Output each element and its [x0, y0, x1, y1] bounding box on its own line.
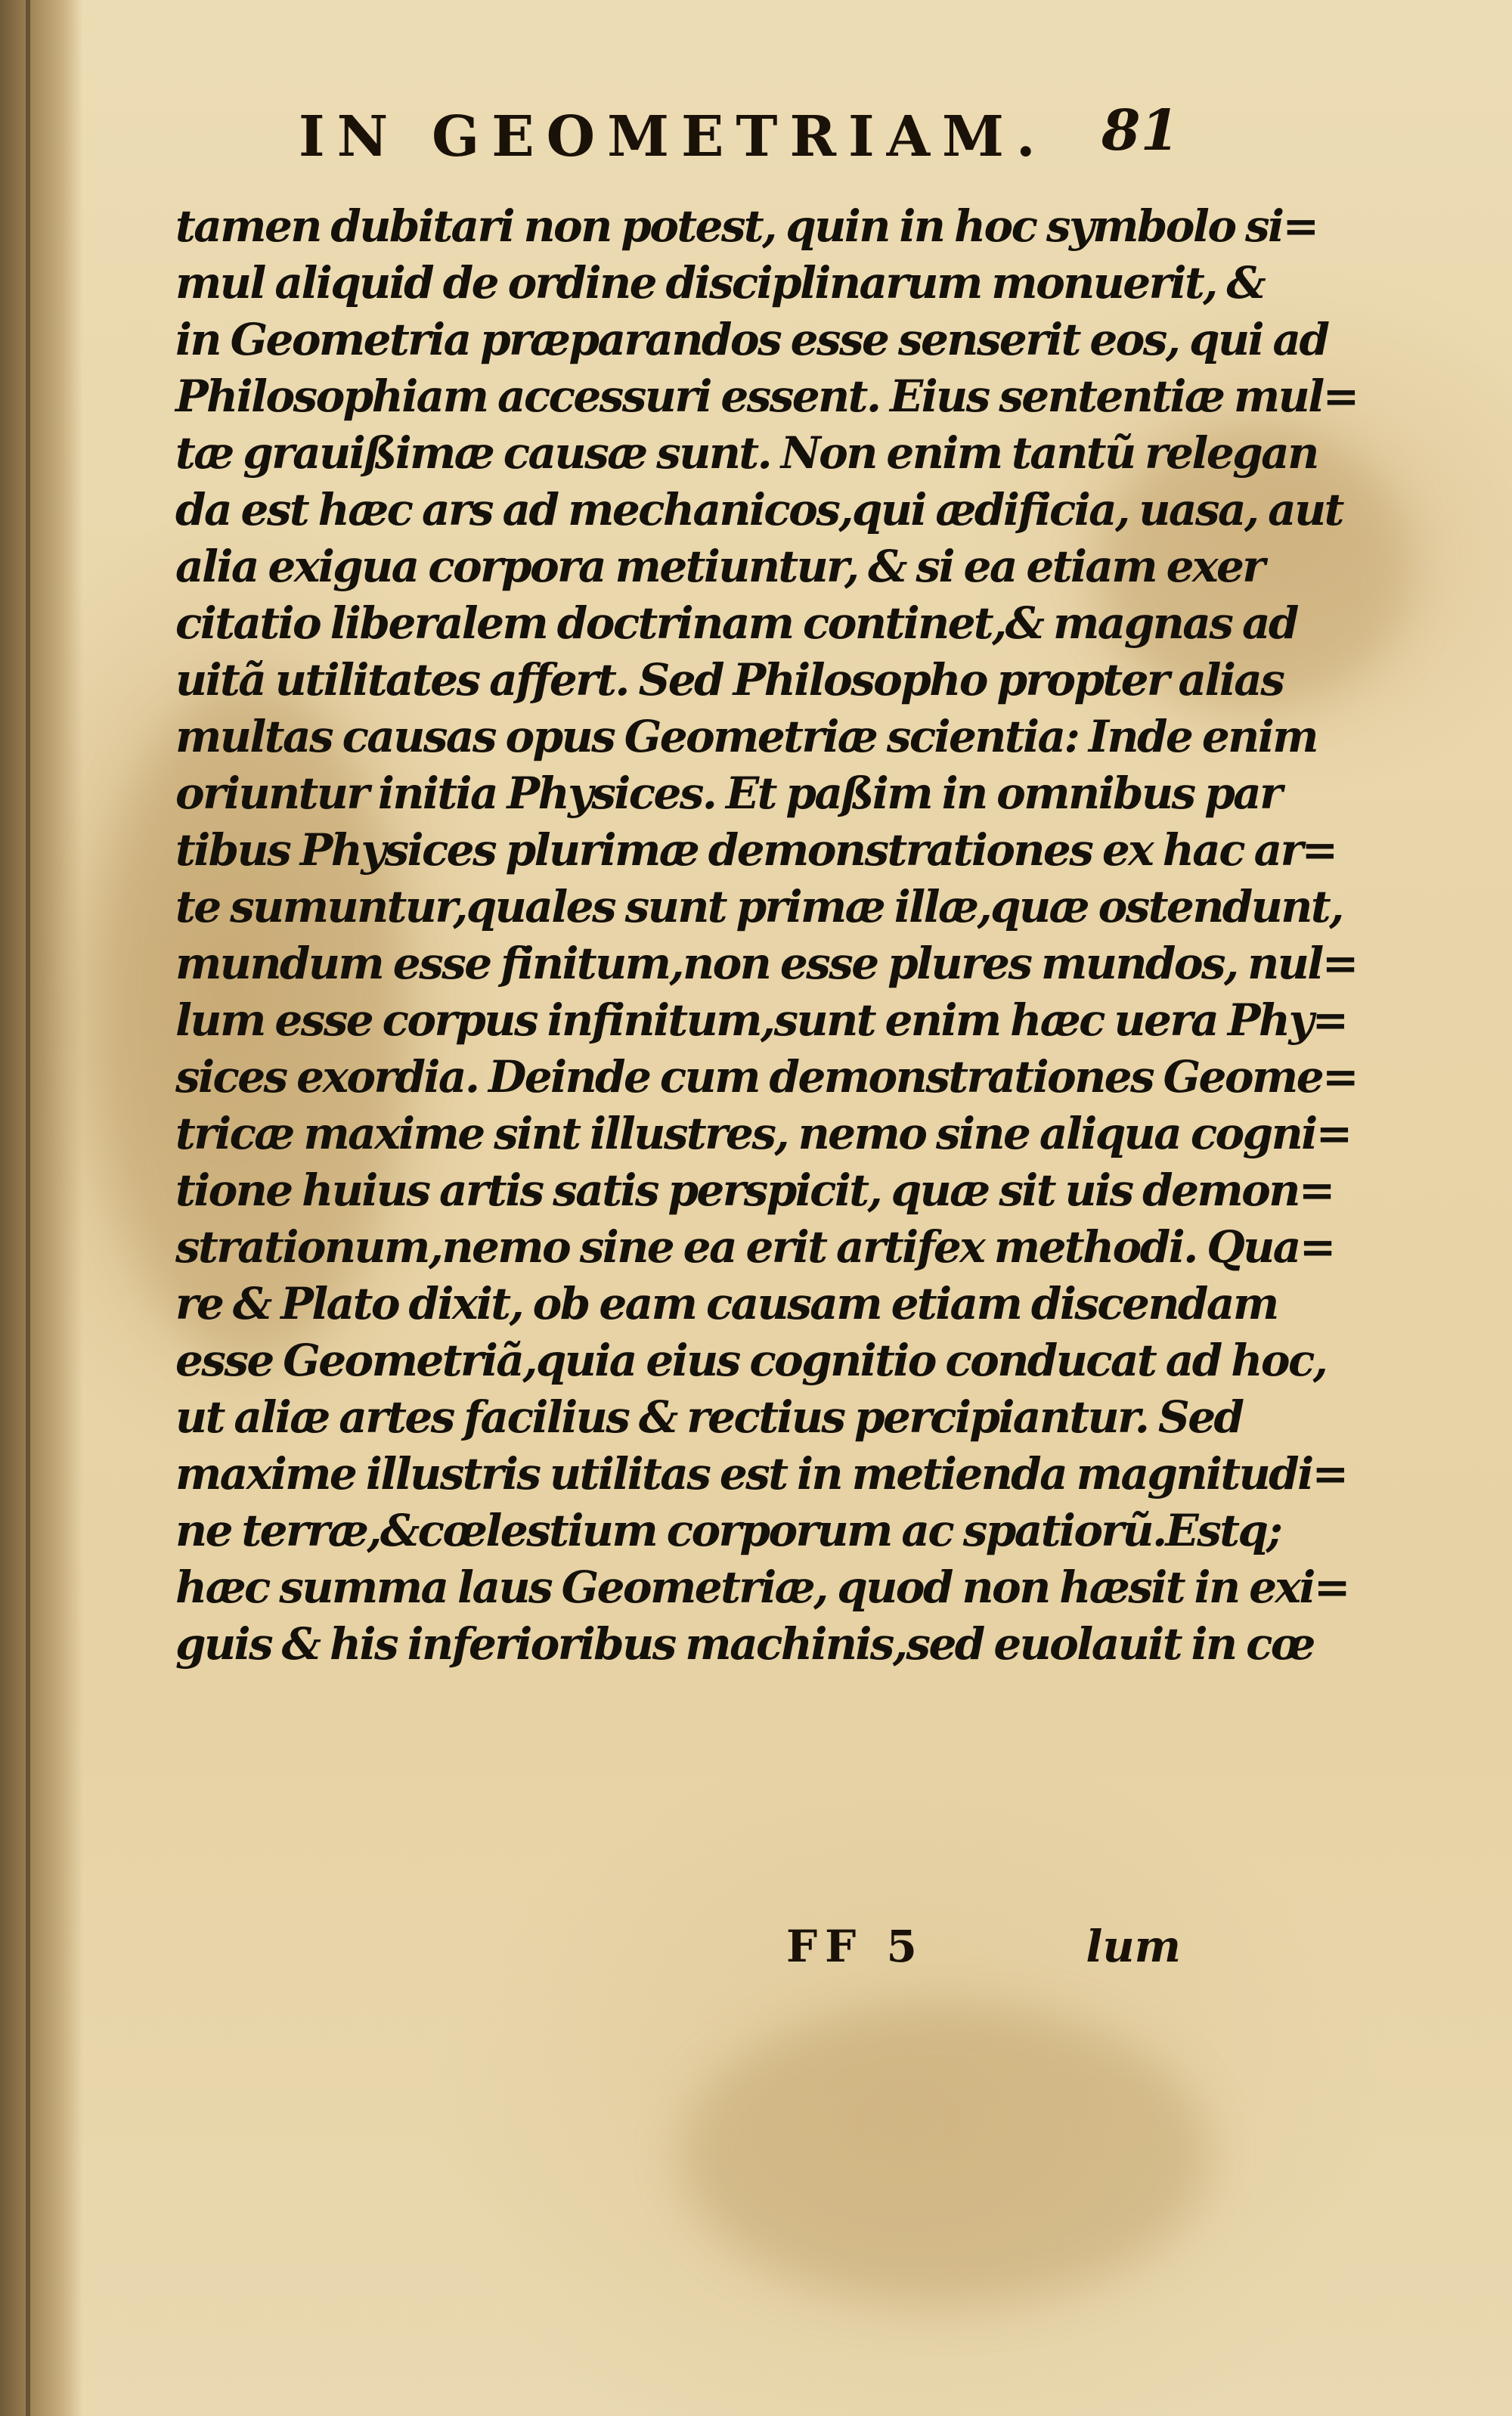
text-line: multas causas opus Geometriæ scientia: Inde enim	[175, 711, 1317, 762]
page-number: 81	[1101, 98, 1179, 163]
text-line: guis & his inferioribus machinis,sed euolauit in cœ	[175, 1618, 1314, 1670]
binding-crease	[26, 0, 30, 2416]
text-line: mul aliquid de ordine disciplinarum monuerit, &	[175, 257, 1265, 309]
text-line: tione huius artis satis perspicit, quæ sit uis demon=	[175, 1165, 1334, 1216]
running-head	[181, 98, 1179, 174]
body-text	[175, 198, 1358, 1673]
text-line: te sumuntur,quales sunt primæ illæ,quæ ostendunt,	[175, 881, 1343, 932]
text-line: tamen dubitari non potest, quin in hoc symbolo si=	[175, 200, 1318, 252]
text-line: uitã utilitates affert. Sed Philosopho propter alias	[175, 654, 1284, 706]
text-line: ut aliæ artes facilius & rectius percipiantur. Sed	[175, 1391, 1243, 1443]
text-line: citatio liberalem doctrinam continet,& magnas ad	[175, 597, 1297, 649]
text-line: re & Plato dixit, ob eam causam etiam discendam	[175, 1278, 1278, 1329]
text-line: in Geometria præparandos esse senserit eos, qui ad	[175, 314, 1328, 365]
page-binding-shadow	[0, 0, 83, 2416]
text-line: strationum,nemo sine ea erit artifex methodi. Qua=	[175, 1221, 1334, 1273]
text-line: da est hæc ars ad mechanicos,qui ædificia, uasa, aut	[175, 484, 1343, 535]
text-line: oriuntur initia Physices. Et paßim in omnibus par	[175, 768, 1281, 819]
text-line: mundum esse finitum,non esse plures mundos, nul=	[175, 938, 1357, 989]
text-line: lum esse corpus infinitum,sunt enim hæc uera Phy=	[175, 994, 1347, 1046]
signature-mark: FF 5	[786, 1921, 925, 1972]
text-line: Philosophiam accessuri essent. Eius sententiæ mul=	[175, 371, 1358, 422]
water-stain	[680, 2004, 1210, 2306]
text-line: maxime illustris utilitas est in metienda magnitudi=	[175, 1448, 1347, 1500]
text-line: alia exigua corpora metiuntur, & si ea etiam exer	[175, 541, 1264, 592]
text-line: tæ grauißimæ causæ sunt. Non enim tantũ relegan	[175, 427, 1318, 479]
catchline	[175, 1921, 1181, 1981]
text-line: hæc summa laus Geometriæ, quod non hæsit in exi=	[175, 1562, 1349, 1613]
text-line: sices exordia. Deinde cum demonstrationes Geome=	[175, 1051, 1358, 1103]
catchword: lum	[1086, 1921, 1181, 1972]
text-line: tibus Physices plurimæ demonstrationes ex hac ar=	[175, 824, 1337, 876]
text-line: tricæ maxime sint illustres, nemo sine aliqua cogni=	[175, 1108, 1351, 1159]
text-line: ne terræ,&cœlestium corporum ac spatiorũ.Estq;	[175, 1505, 1281, 1556]
text-line: esse Geometriã,quia eius cognitio conducat ad hoc,	[175, 1335, 1327, 1386]
running-title: IN GEOMETRIAM.	[299, 104, 1048, 169]
